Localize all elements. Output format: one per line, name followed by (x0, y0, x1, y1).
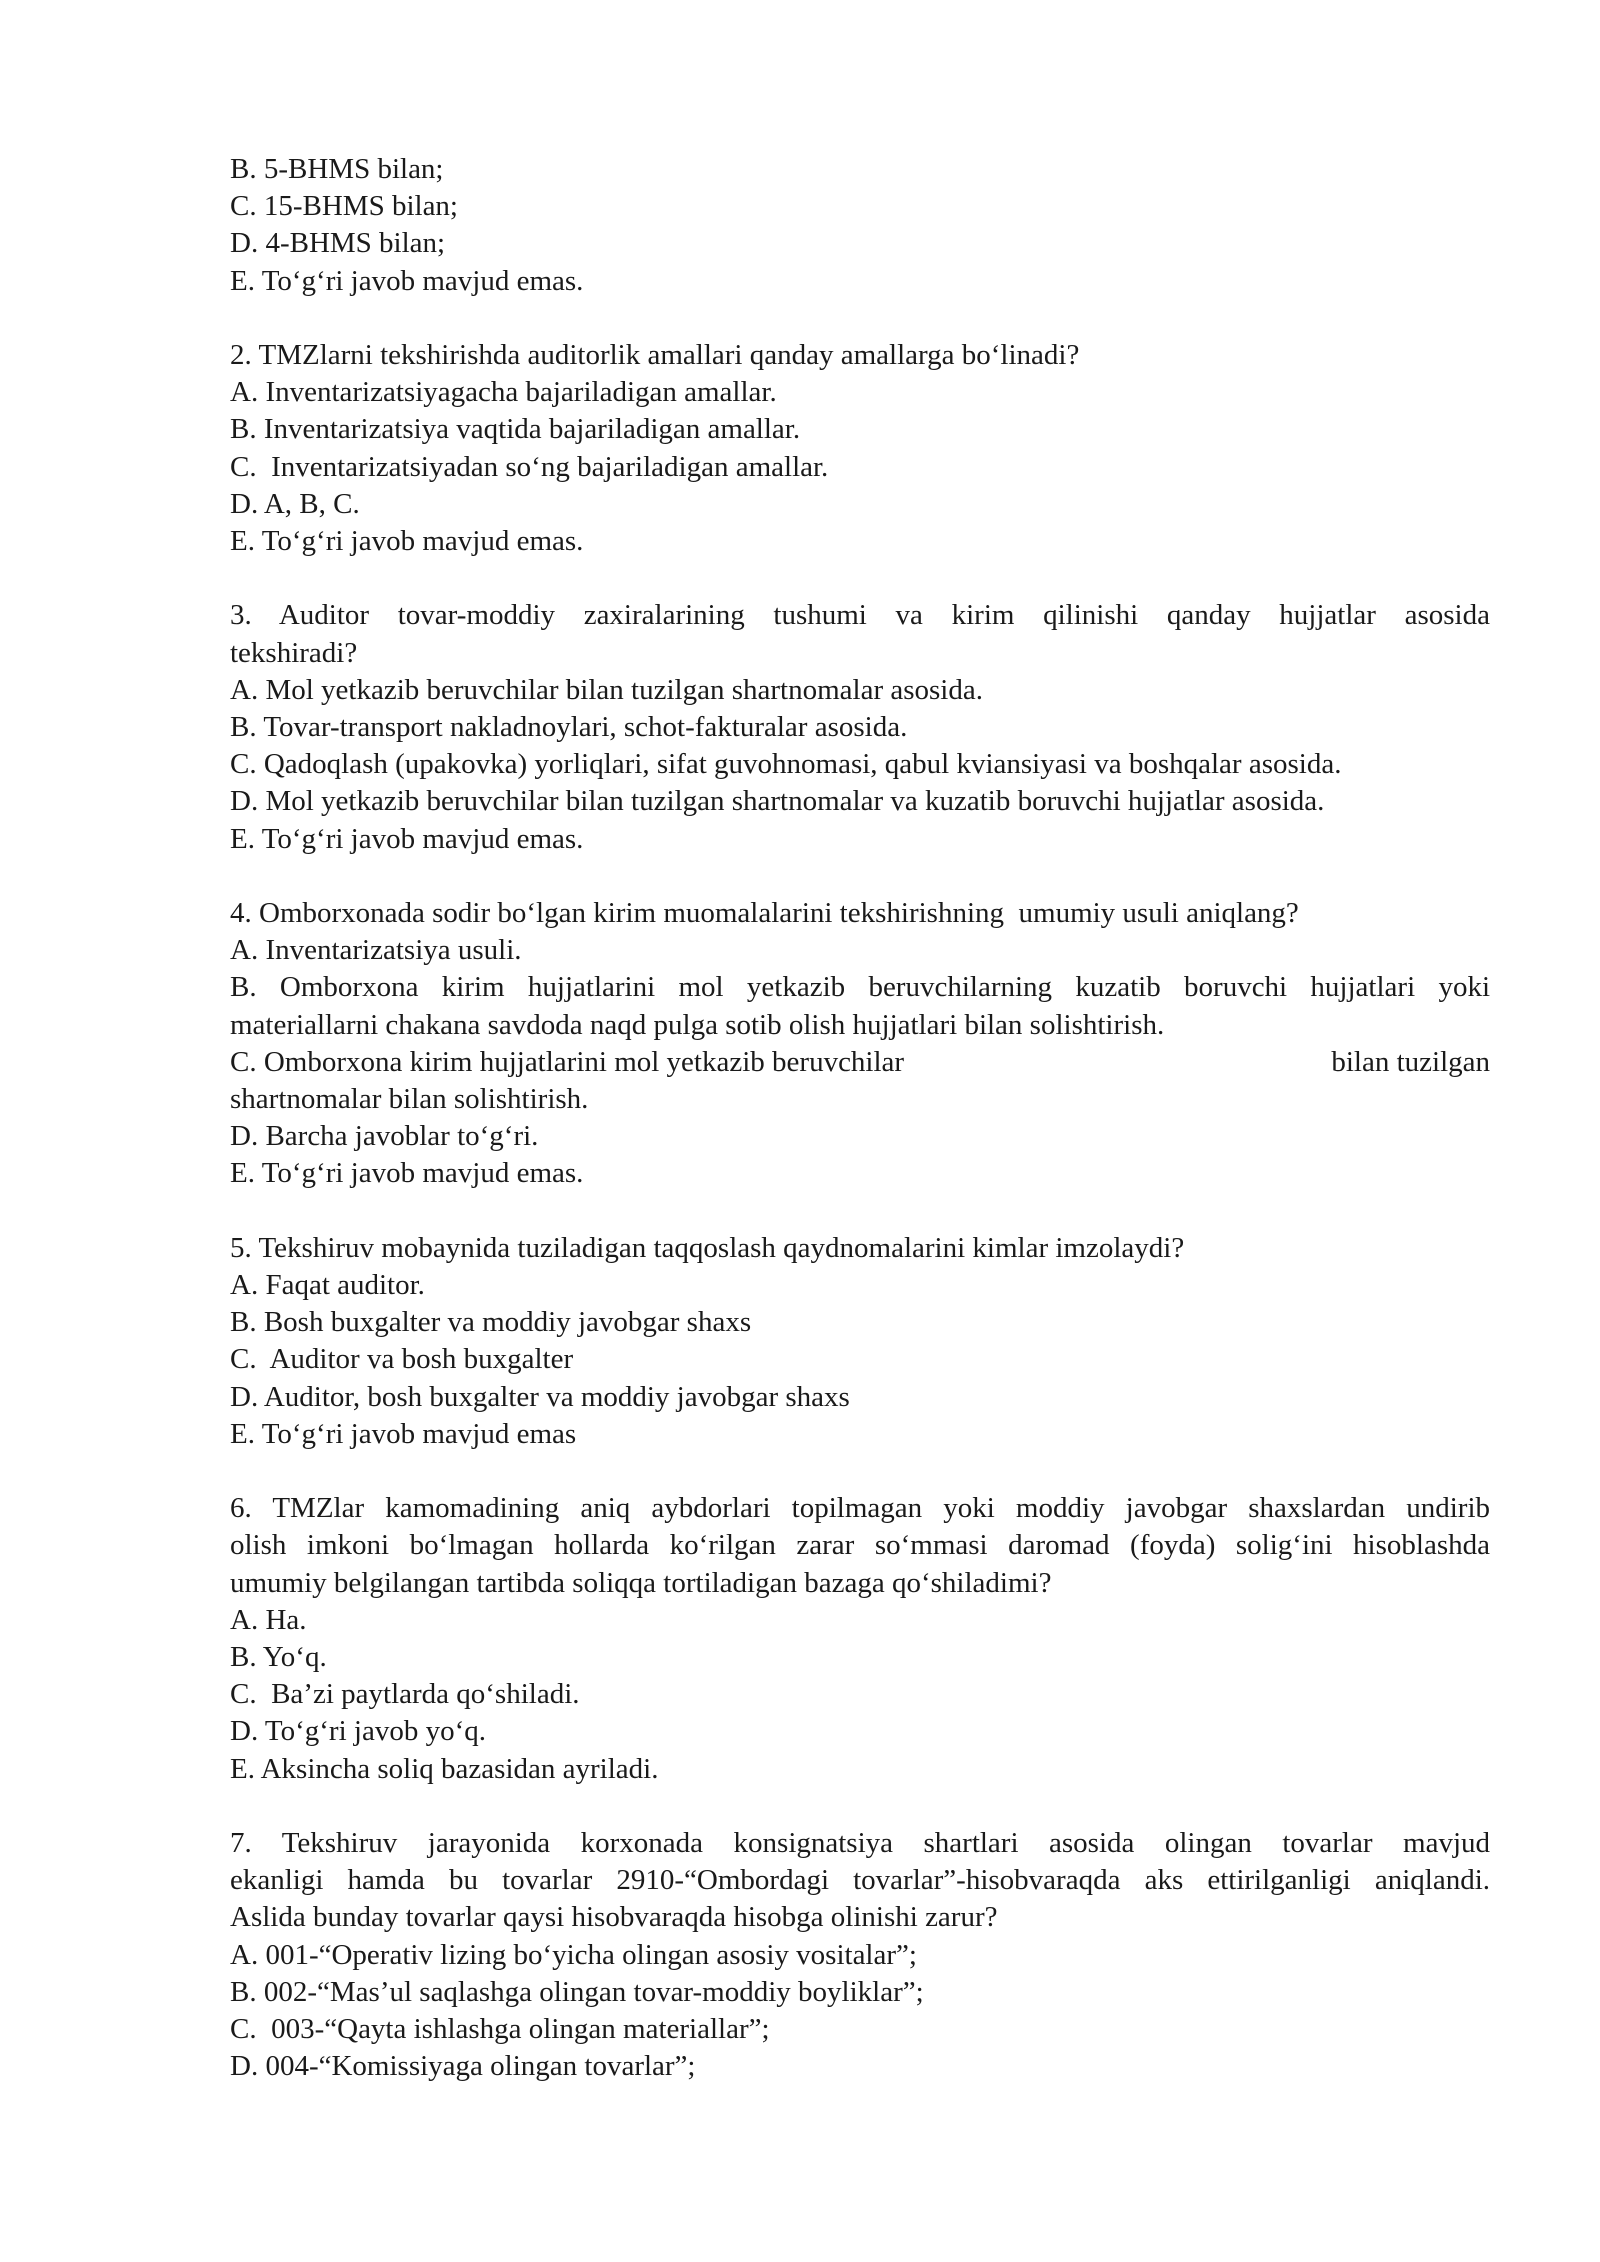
spacer (230, 300, 1490, 337)
answer-option: E. To‘g‘ri javob mavjud emas. (230, 525, 584, 558)
question-text: ekanligi hamda bu tovarlar 2910-“Ombordagi tovarlar”-hisobvaraqda aks ettirilganligi aniqlandi. (230, 1864, 1490, 1897)
answer-option: E. To‘g‘ri javob mavjud emas. (230, 1157, 584, 1190)
answer-option: B. Omborxona kirim hujjatlarini mol yetkazib beruvchilarning kuzatib boruvchi hujjatlari yoki (230, 971, 1490, 1004)
answer-option: A. Mol yetkazib beruvchilar bilan tuzilgan shartnomalar asosida. (230, 673, 983, 706)
spacer (230, 1788, 1490, 1825)
answer-option: D. Auditor, bosh buxgalter va moddiy javobgar shaxs (230, 1380, 850, 1413)
spacer (230, 1193, 1490, 1230)
answer-option: D. 4-BHMS bilan; (230, 227, 446, 260)
answer-option: D. Mol yetkazib beruvchilar bilan tuzilgan shartnomalar va kuzatib boruvchi hujjatlar asosida. (230, 785, 1325, 818)
question-text: umumiy belgilangan tartibda soliqqa tortiladigan bazaga qo‘shiladimi? (230, 1566, 1052, 1599)
answer-option: B. Bosh buxgalter va moddiy javobgar shaxs (230, 1306, 752, 1339)
question-text: 3. Auditor tovar-moddiy zaxiralarining tushumi va kirim qilinishi qanday hujjatlar asosida (230, 599, 1490, 632)
answer-option: E. To‘g‘ri javob mavjud emas. (230, 822, 584, 855)
question-text: 5. Tekshiruv mobaynida tuziladigan taqqoslash qaydnomalarini kimlar imzolaydi? (230, 1231, 1185, 1264)
answer-option: A. 001-“Operativ lizing bo‘yicha olingan asosiy vositalar”; (230, 1938, 917, 1971)
answer-option: D. A, B, C. (230, 487, 360, 520)
question-block-4 (230, 895, 1490, 1193)
answer-option-right: bilan tuzilgan (1331, 1045, 1490, 1078)
answer-option (230, 1044, 1490, 1081)
answer-option: B. 002-“Mas’ul saqlashga olingan tovar-moddiy boyliklar”; (230, 1975, 924, 2008)
answer-option: E. Aksincha soliq bazasidan ayriladi. (230, 1752, 659, 1785)
question-text: olish imkoni bo‘lmagan hollarda ko‘rilgan zarar so‘mmasi daromad (foyda) solig‘ini hisoblashda (230, 1529, 1490, 1562)
answer-option: C. 003-“Qayta ishlashga olingan materiallar”; (230, 2013, 770, 2046)
answer-option: A. Inventarizatsiyagacha bajariladigan amallar. (230, 376, 777, 409)
answer-option: C. Qadoqlash (upakovka) yorliqlari, sifat guvohnomasi, qabul kviansiyasi va boshqalar asosida. (230, 748, 1342, 781)
question-text: 7. Tekshiruv jarayonida korxonada konsignatsiya shartlari asosida olingan tovarlar mavjud (230, 1827, 1490, 1860)
question-text: tekshiradi? (230, 636, 358, 669)
question-block-2 (230, 337, 1490, 560)
question-text: 2. TMZlarni tekshirishda auditorlik amallari qanday amallarga bo‘linadi? (230, 339, 1080, 371)
answer-option: A. Faqat auditor. (230, 1269, 425, 1302)
spacer (230, 560, 1490, 597)
answer-option: C. 15-BHMS bilan; (230, 190, 458, 223)
spacer (230, 1453, 1490, 1490)
question-text: Aslida bunday tovarlar qaysi hisobvaraqda hisobga olinishi zarur? (230, 1901, 998, 1934)
answer-option: C. Inventarizatsiyadan so‘ng bajariladigan amallar. (230, 450, 829, 483)
answer-option: C. Ba’zi paytlarda qo‘shiladi. (230, 1678, 580, 1711)
question-text: 6. TMZlar kamomadining aniq aybdorlari topilmagan yoki moddiy javobgar shaxslardan undirib (230, 1492, 1490, 1525)
answer-option-left: C. Omborxona kirim hujjatlarini mol yetkazib beruvchilar (230, 1045, 905, 1078)
spacer (230, 858, 1490, 895)
answer-option: materiallarni chakana savdoda naqd pulga sotib olish hujjatlari bilan solishtirish. (230, 1008, 1165, 1041)
previous-question-options (230, 151, 1490, 300)
question-text: 4. Omborxonada sodir bo‘lgan kirim muomalalarini tekshirishning umumiy usuli aniqlang? (230, 897, 1299, 930)
answer-option: B. Yo‘q. (230, 1641, 327, 1674)
answer-option: C. Auditor va bosh buxgalter (230, 1343, 574, 1376)
answer-option: D. Barcha javoblar to‘g‘ri. (230, 1120, 539, 1153)
answer-option: E. To‘g‘ri javob mavjud emas (230, 1417, 577, 1450)
question-block-3 (230, 597, 1490, 857)
answer-option: B. Inventarizatsiya vaqtida bajariladigan amallar. (230, 413, 801, 446)
answer-option: B. 5-BHMS bilan; (230, 153, 444, 185)
answer-option: D. To‘g‘ri javob yo‘q. (230, 1715, 486, 1748)
answer-option: A. Ha. (230, 1603, 307, 1636)
answer-option: E. To‘g‘ri javob mavjud emas. (230, 264, 584, 297)
question-block-5 (230, 1230, 1490, 1453)
document-body (230, 151, 1490, 2085)
answer-option: shartnomalar bilan solishtirish. (230, 1083, 589, 1116)
answer-option: A. Inventarizatsiya usuli. (230, 934, 522, 967)
answer-option: D. 004-“Komissiyaga olingan tovarlar”; (230, 2050, 696, 2083)
question-block-7 (230, 1825, 1490, 2085)
question-block-6 (230, 1490, 1490, 1788)
answer-option: B. Tovar-transport nakladnoylari, schot-fakturalar asosida. (230, 711, 908, 744)
